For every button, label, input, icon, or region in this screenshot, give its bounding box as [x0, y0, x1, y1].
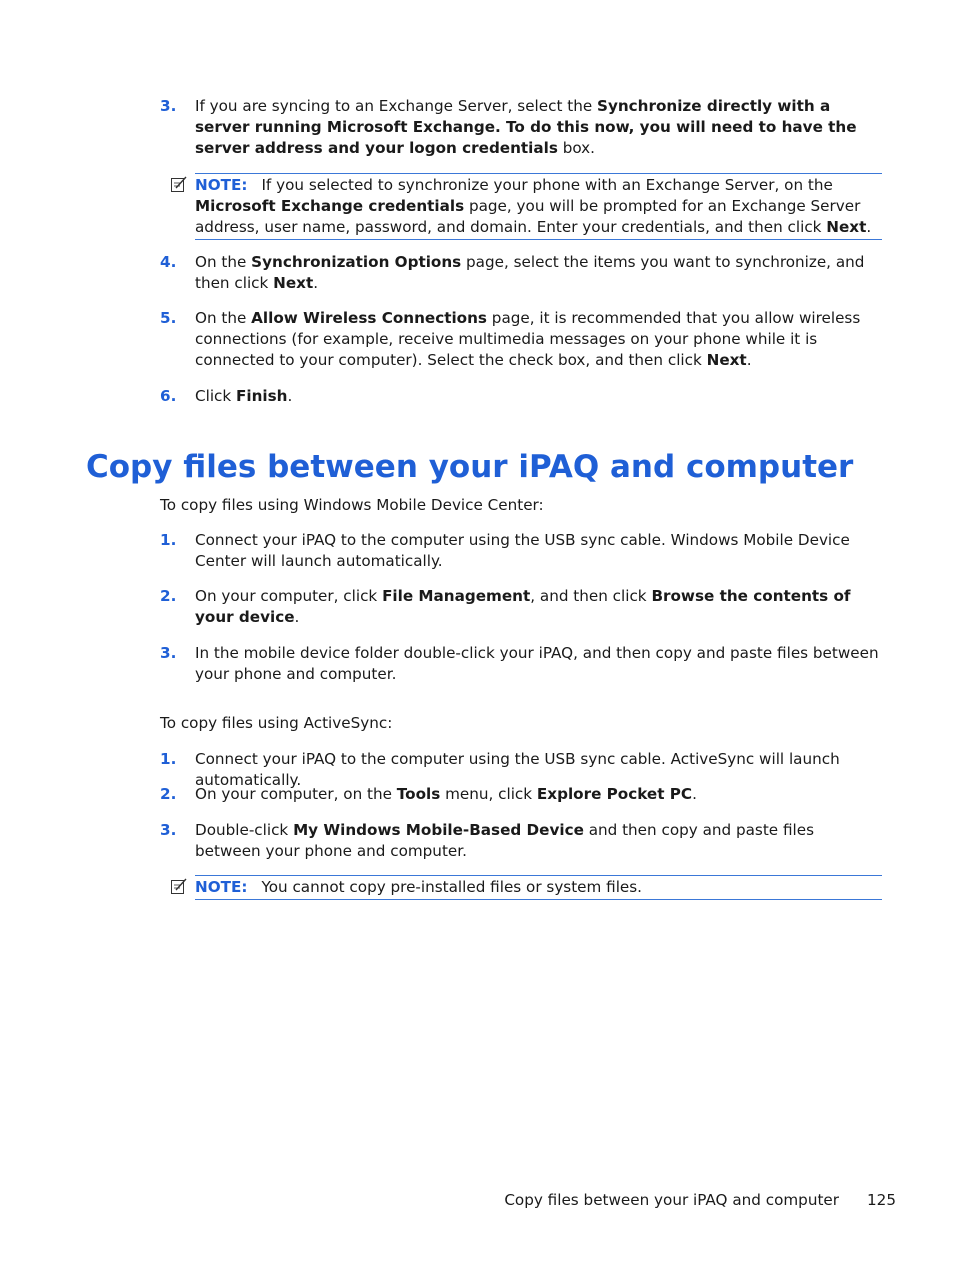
step-text: On your computer, click File Management, and then click Browse the contents of your device.	[195, 587, 851, 626]
step-number: 3.	[160, 644, 177, 662]
step-number: 2.	[160, 587, 177, 605]
wmdc-step-1	[160, 530, 884, 572]
step-3	[160, 96, 884, 159]
step-text: In the mobile device folder double-click your iPAQ, and then copy and paste files between your phone and computer.	[195, 644, 879, 683]
activesync-intro: To copy files using ActiveSync:	[160, 714, 393, 732]
section-heading: Copy files between your iPAQ and computer	[86, 449, 854, 485]
step-number: 3.	[160, 97, 177, 115]
step-text: Click Finish.	[195, 387, 293, 405]
page-footer	[504, 1190, 896, 1211]
page-number: 125	[867, 1191, 896, 1209]
note-label: NOTE:	[195, 878, 248, 896]
note-label: NOTE:	[195, 176, 248, 194]
step-number: 5.	[160, 309, 177, 327]
step-4	[160, 252, 884, 294]
footer-title: Copy files between your iPAQ and computer	[504, 1191, 839, 1209]
activesync-step-2	[160, 784, 884, 805]
wmdc-step-3	[160, 643, 884, 685]
step-number: 6.	[160, 387, 177, 405]
step-text: On your computer, on the Tools menu, click Explore Pocket PC.	[195, 785, 697, 803]
note-text: You cannot copy pre-installed files or system files.	[261, 878, 643, 896]
step-text: Connect your iPAQ to the computer using the USB sync cable. Windows Mobile Device Center will launch automatically.	[195, 531, 850, 570]
step-text: Connect your iPAQ to the computer using the USB sync cable. ActiveSync will launch automatically.	[195, 750, 840, 789]
step-text: If you are syncing to an Exchange Server, select the Synchronize directly with a server running Microsoft Exchange. To do this now, you will need to have the server address and your logon credentials box.	[195, 97, 857, 157]
step-text: On the Synchronization Options page, select the items you want to synchronize, and then click Next.	[195, 253, 865, 292]
step-5	[160, 308, 884, 371]
note-pencil-icon	[170, 175, 188, 193]
step-number: 4.	[160, 253, 177, 271]
note-pencil-icon	[170, 877, 188, 895]
wmdc-step-2	[160, 586, 884, 628]
step-text: Double-click My Windows Mobile-Based Device and then copy and paste files between your phone and computer.	[195, 821, 815, 860]
note-preinstalled-files	[170, 875, 882, 900]
step-6	[160, 386, 884, 407]
step-number: 1.	[160, 750, 177, 768]
step-number: 3.	[160, 821, 177, 839]
note-exchange-credentials	[170, 173, 882, 240]
wmdc-intro: To copy files using Windows Mobile Device Center:	[160, 496, 544, 514]
step-number: 2.	[160, 785, 177, 803]
step-text: On the Allow Wireless Connections page, it is recommended that you allow wireless connections (for example, receive multimedia messages on your phone while it is connected to your computer). Select the check box, and then click Next.	[195, 309, 861, 369]
activesync-step-3	[160, 820, 884, 862]
step-number: 1.	[160, 531, 177, 549]
note-text: If you selected to synchronize your phone with an Exchange Server, on the Microsoft Exchange credentials page, you will be prompted for an Exchange Server address, user name, password, and domain. Enter your credentials, and then click Next.	[195, 176, 872, 236]
